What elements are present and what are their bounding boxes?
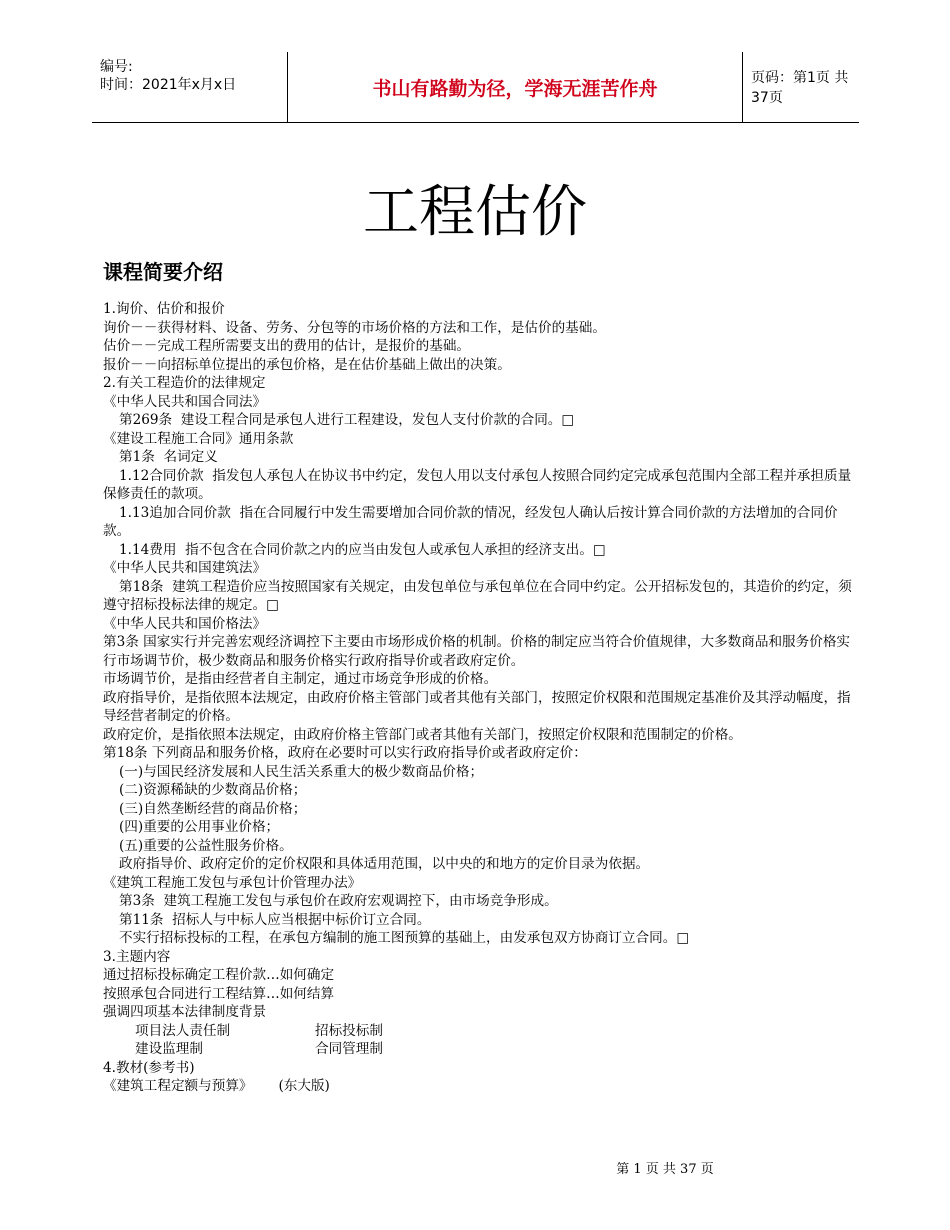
page-header bbox=[92, 52, 859, 123]
paragraph: 4.教材(参考书) bbox=[103, 1059, 195, 1076]
paragraph: 《中华人民共和国合同法》 bbox=[103, 393, 267, 410]
paragraph: 1.14费用 指不包含在合同价款之内的应当由发包人或承包人承担的经济支出。□ bbox=[119, 541, 606, 558]
list-item: (二)资源稀缺的少数商品价格； bbox=[119, 782, 307, 798]
list-item: (五)重要的公益性服务价格。 bbox=[119, 837, 293, 854]
header-meta bbox=[92, 52, 287, 122]
header-page-number: 页码：第1页 共37页 bbox=[751, 70, 849, 106]
paragraph: 第11条 招标人与中标人应当根据中标价订立合同。 bbox=[119, 911, 431, 928]
system-item: 项目法人责任制 bbox=[135, 1022, 231, 1039]
paragraph: 政府定价，是指依照本法规定，由政府价格主管部门或者其他有关部门，按照定价权限和范围制定的价格。 bbox=[103, 726, 742, 743]
system-row bbox=[103, 1040, 853, 1059]
document-title: 工程估价 bbox=[363, 180, 587, 245]
paragraph: 报价－－向招标单位提出的承包价格，是在估价基础上做出的决策。 bbox=[103, 356, 511, 373]
paragraph: 第3条 建筑工程施工发包与承包价在政府宏观调控下，由市场竞争形成。 bbox=[119, 893, 558, 909]
paragraph: 第1条 名词定义 bbox=[119, 449, 218, 465]
paragraph: 政府指导价、政府定价的定价权限和具体适用范围，以中央的和地方的定价目录为依据。 bbox=[119, 856, 650, 872]
list-item: (三)自然垄断经营的商品价格； bbox=[119, 800, 307, 817]
paragraph: 市场调节价，是指由经营者自主制定，通过市场竞争形成的价格。 bbox=[103, 671, 498, 687]
list-item: (一)与国民经济发展和人民生活关系重大的极少数商品价格； bbox=[119, 763, 484, 780]
paragraph: 2.有关工程造价的法律规定 bbox=[103, 375, 266, 391]
list-item: (四)重要的公用事业价格； bbox=[119, 819, 280, 835]
system-item: 招标投标制 bbox=[315, 1022, 383, 1039]
paragraph: 第269条 建设工程合同是承包人进行工程建设，发包人支付价款的合同。□ bbox=[119, 412, 575, 428]
document-number-label: 编号: bbox=[100, 59, 133, 75]
system-row bbox=[103, 1022, 853, 1041]
paragraph: 强调四项基本法律制度背景 bbox=[103, 1004, 267, 1020]
document-body bbox=[103, 300, 853, 1096]
system-item: 建设监理制 bbox=[135, 1041, 203, 1057]
paragraph: 第3条 国家实行并完善宏观经济调控下主要由市场形成价格的机制。价格的制定应当符合价值规律，大多数商品和服务价格实行市场调节价，极少数商品和服务价格实行政府指导价或者政府定价。 bbox=[103, 634, 851, 669]
paragraph: 《建筑工程施工发包与承包计价管理办法》 bbox=[103, 874, 362, 891]
paragraph: 第18条 建筑工程造价应当按照国家有关规定，由发包单位与承包单位在合同中约定。公开招标发包的，其造价的约定，须遵守招标投标法律的规定。□ bbox=[103, 578, 852, 613]
header-motto: 书山有路勤为径，学海无涯苦作舟 bbox=[287, 52, 743, 122]
paragraph: 通过招标投标确定工程价款…如何确定 bbox=[103, 967, 335, 983]
paragraph: 1.13追加合同价款 指在合同履行中发生需要增加合同价款的情况，经发包人确认后按计算合同价款的方法增加的合同价款。 bbox=[103, 504, 838, 539]
paragraph: 《中华人民共和国建筑法》 bbox=[103, 560, 267, 576]
paragraph: 1.12合同价款 指发包人承包人在协议书中约定，发包人用以支付承包人按照合同约定完成承包范围内全部工程并承担质量保修责任的款项。 bbox=[103, 467, 852, 502]
section-heading: 课程简要介绍 bbox=[103, 260, 223, 284]
document-date: 时间：2021年x月x日 bbox=[100, 77, 237, 93]
paragraph: 3.主题内容 bbox=[103, 948, 171, 965]
paragraph: 估价－－完成工程所需要支出的费用的估计，是报价的基础。 bbox=[103, 338, 471, 354]
paragraph: 询价－－获得材料、设备、劳务、分包等的市场价格的方法和工作，是估价的基础。 bbox=[103, 319, 606, 336]
paragraph: 政府指导价，是指依照本法规定，由政府价格主管部门或者其他有关部门，按照定价权限和范围规定基准价及其浮动幅度，指导经营者制定的价格。 bbox=[103, 689, 851, 724]
paragraph: 《建筑工程定额与预算》 (东大版) bbox=[103, 1078, 330, 1094]
paragraph: 《中华人民共和国价格法》 bbox=[103, 615, 267, 632]
paragraph: 《建设工程施工合同》通用条款 bbox=[103, 430, 294, 447]
page-footer: 第 1 页 共 37 页 bbox=[616, 1162, 714, 1177]
paragraph: 第18条 下列商品和服务价格，政府在必要时可以实行政府指导价或者政府定价： bbox=[103, 745, 587, 761]
paragraph: 1.询价、估价和报价 bbox=[103, 301, 225, 317]
paragraph: 按照承包合同进行工程结算…如何结算 bbox=[103, 985, 335, 1002]
system-item: 合同管理制 bbox=[315, 1041, 383, 1057]
paragraph: 不实行招标投标的工程，在承包方编制的施工图预算的基础上，由发承包双方协商订立合同。□ bbox=[119, 930, 690, 946]
